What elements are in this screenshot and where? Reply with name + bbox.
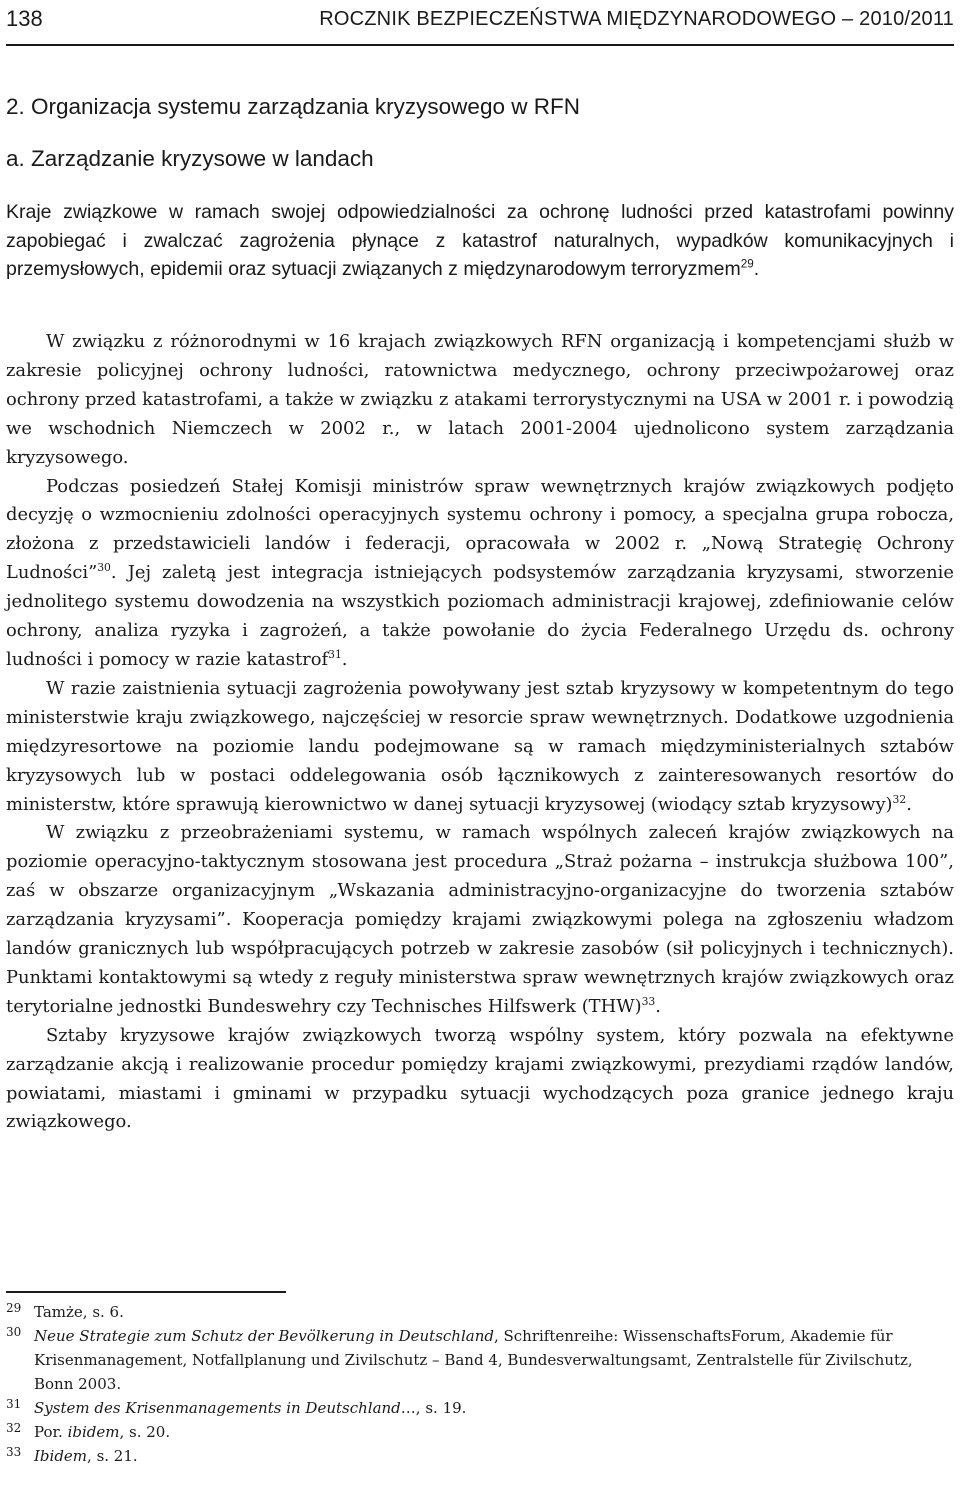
footnote-33 (6, 1444, 956, 1468)
footnote-text: Tamże, s. 6. (34, 1303, 124, 1321)
footnote-text: , s. 21. (87, 1447, 138, 1465)
footnote-rule (6, 1291, 286, 1293)
paragraph-4-part-a: W związku z przeobrażeniami systemu, w ramach wspólnych zaleceń krajów związkowych na poziomie operacyjno-taktycznym stosowana jest procedura „Straż pożarna – instrukcja służbowa 100”, zaś w obszarze organizacyjnym „Wskazania administracyjno-organizacyjne do tworzenia sztabów zarządzania kryzysami”. Kooperacja pomiędzy krajami związkowymi polega na zgłoszeniu władzom landów granicznych lub współpracujących potrzeb w zakresie zasobów (sił policyjnych i technicznych). Punktami kontaktowymi są wtedy z reguły ministerstwa spraw wewnętrznych krajów związkowych oraz terytorialne jednostki Bundeswehry czy Technisches Hilfswerk (THW) (6, 822, 954, 1017)
paragraph-3-part-b: . (906, 793, 912, 815)
footnote-number: 31 (6, 1397, 22, 1411)
intro-paragraph (6, 198, 954, 284)
footnote-number: 32 (6, 1421, 22, 1435)
footnote-title: System des Krisenmanagements in Deutschland (34, 1399, 401, 1417)
subsection-heading: a. Zarządzanie kryzysowe w landach (6, 146, 374, 171)
paragraph-4-part-b: . (655, 995, 661, 1017)
footnote-ref-30[interactable]: 30 (97, 561, 111, 575)
footnote-29 (6, 1300, 956, 1324)
footnotes (6, 1300, 956, 1468)
footnote-title: Neue Strategie zum Schutz der Bevölkerung in Deutschland (34, 1327, 494, 1345)
paragraph-2-part-a: Podczas posiedzeń Stałej Komisji ministrów spraw wewnętrznych krajów związkowych podjęto decyzję o wzmocnieniu zdolności operacyjnych systemu ochrony i pomocy, a specjalna grupa robocza, złożona z przedstawicieli landów i federacji, opracowała w 2002 r. „Nową Strategię Ochrony Ludności” (6, 475, 954, 584)
footnote-prefix: Por. (34, 1423, 68, 1441)
footnote-number: 29 (6, 1301, 22, 1315)
section-heading: 2. Organizacja systemu zarządzania kryzysowego w RFN (6, 94, 580, 119)
footnote-text: , s. 20. (119, 1423, 171, 1441)
header-rule (6, 44, 954, 46)
footnote-ref-32[interactable]: 32 (892, 792, 907, 806)
paragraph-2 (6, 473, 954, 675)
footnote-number: 33 (6, 1445, 22, 1459)
footnote-number: 30 (6, 1325, 22, 1339)
paragraph-2-part-c: . (341, 648, 348, 670)
paragraph-4 (6, 819, 954, 1021)
intro-end: . (753, 258, 760, 280)
footnote-ref-29[interactable]: 29 (740, 257, 754, 271)
footnote-title: ibidem (67, 1423, 120, 1441)
intro-text: Kraje związkowe w ramach swojej odpowiedzialności za ochronę ludności przed katastrofami powinny zapobiegać i zwalczać zagrożenia płynące z katastrof naturalnych, wypadków komunikacyjnych i przemysłowych, epidemii oraz sytuacji związanych z międzynarodowym terroryzmem (6, 201, 954, 280)
running-title: ROCZNIK BEZPIECZEŃSTWA MIĘDZYNARODOWEGO – 2010/2011 (319, 8, 954, 30)
footnote-ref-31[interactable]: 31 (328, 648, 342, 661)
footnote-title: Ibidem (34, 1447, 88, 1465)
page-header (6, 4, 954, 44)
paragraph-5: Sztaby kryzysowe krajów związkowych tworzą wspólny system, który pozwala na efektywne zarządzanie akcją i realizowanie procedur pomiędzy krajami związkowymi, prezydiami rządów landów, powiatami, miastami i gminami w przypadku sytuacji wychodzących poza granice jednego kraju związkowego. (6, 1024, 954, 1133)
paragraph-1: W związku z różnorodnymi w 16 krajach związkowych RFN organizacją i kompetencjami służb w zakresie policyjnej ochrony ludności, ratownictwa medycznego, ochrony przeciwpożarowej oraz ochrony przed katastrofami, a także w związku z atakami terrorystycznymi na USA w 2001 r. i powodzią we wschodnich Niemczech w 2002 r., w latach 2001-2004 ujednolicono system zarządzania kryzysowego. (6, 331, 954, 468)
paragraph-3 (6, 675, 954, 820)
footnote-30 (6, 1324, 956, 1396)
page-number: 138 (6, 6, 43, 31)
footnote-ref-33[interactable]: 33 (641, 994, 656, 1008)
footnote-31 (6, 1396, 956, 1420)
body-text (6, 328, 954, 1137)
paragraph-3-part-a: W razie zaistnienia sytuacji zagrożenia powoływany jest sztab kryzysowy w kompetentnym do tego ministerstwie kraju związkowego, najczęściej w resorcie spraw wewnętrznych. Dodatkowe uzgodnienia międzyresortowe na poziomie landu podejmowane są w ramach międzyministerialnych sztabów kryzysowych lub w postaci oddelegowania osób łącznikowych z zainteresowanych resortów do ministerstw, które sprawują kierownictwo w danej sytuacji kryzysowej (wiodący sztab kryzysowy) (6, 677, 954, 815)
footnote-text: , Schriftenreihe: WissenschaftsForum, Akademie für Krisenmanagement, Notfallplanung und Zivilschutz – Band 4, Bundesverwaltungsamt, Zentralstelle für Zivilschutz, Bonn 2003. (34, 1327, 913, 1393)
footnote-text: …, s. 19. (400, 1399, 467, 1417)
paragraph-2-part-b: . Jej zaletą jest integracja istniejących podsystemów zarządzania kryzysami, stworzenie jednolitego systemu dowodzenia na wszystkich poziomach administracji krajowej, zdefiniowanie celów ochrony, analiza ryzyka i zagrożeń, a także powołanie do życia Federalnego Urzędu ds. ochrony ludności i pomocy w razie katastrof (6, 562, 954, 670)
footnote-32 (6, 1420, 956, 1444)
